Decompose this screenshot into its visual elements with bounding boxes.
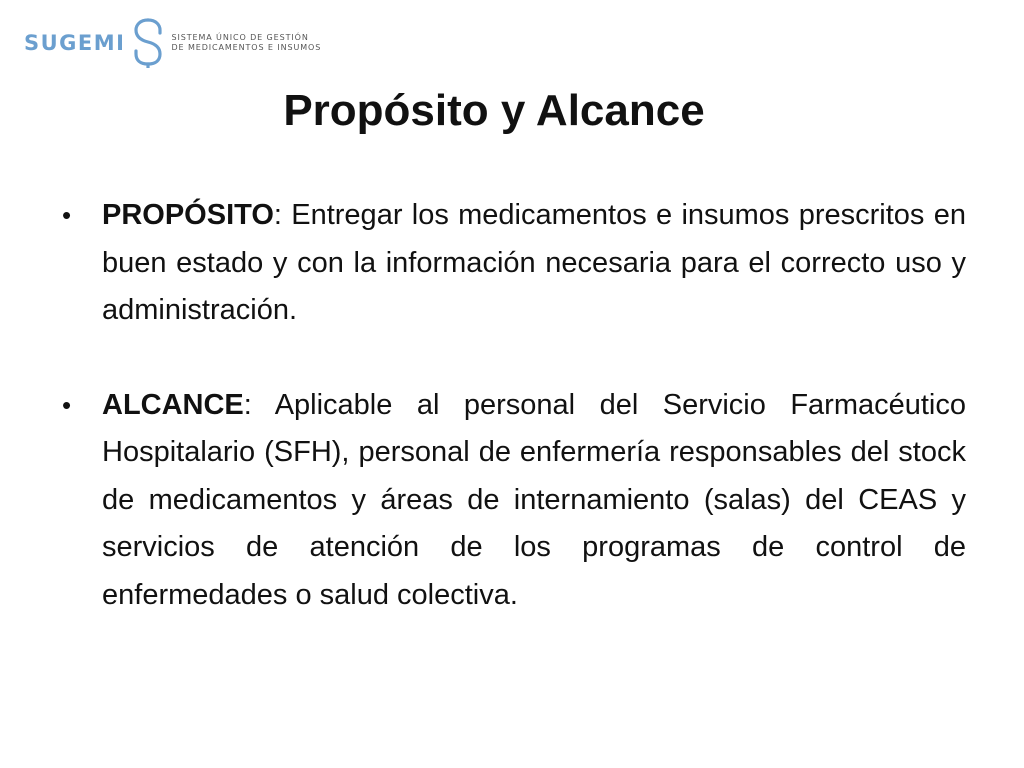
logo-tagline-line1: SISTEMA ÚNICO DE GESTIÓN	[171, 33, 309, 42]
logo-tagline-line2: DE MEDICAMENTOS E INSUMOS	[171, 43, 322, 52]
bullet-alcance	[62, 382, 966, 620]
bullet-marker-icon: •	[62, 389, 72, 420]
bullet-list	[62, 192, 966, 619]
logo-tagline	[171, 33, 321, 53]
logo-wordmark: SUGEMI	[24, 31, 126, 55]
bullet-text: : Aplicable al personal del Servicio Farmacéutico Hospitalario (SFH), personal de enfermería responsables del stock de medicamentos y áreas de internamiento (salas) del CEAS y servicios de atención de los programas de control de enfermedades o salud colectiva.	[102, 388, 966, 611]
bullet-heading: PROPÓSITO	[102, 199, 274, 231]
bullet-heading: ALCANCE	[102, 388, 244, 421]
slide-title: Propósito y Alcance	[283, 86, 705, 135]
sugemi-logo	[24, 16, 321, 68]
bullet-text: : Entregar los medicamentos e insumos prescritos en buen estado y con la información necesaria para el correcto uso y administración.	[102, 199, 966, 326]
logo-mark-icon	[131, 16, 165, 68]
bullet-marker-icon: •	[62, 200, 72, 230]
bullet-proposito	[62, 192, 966, 335]
